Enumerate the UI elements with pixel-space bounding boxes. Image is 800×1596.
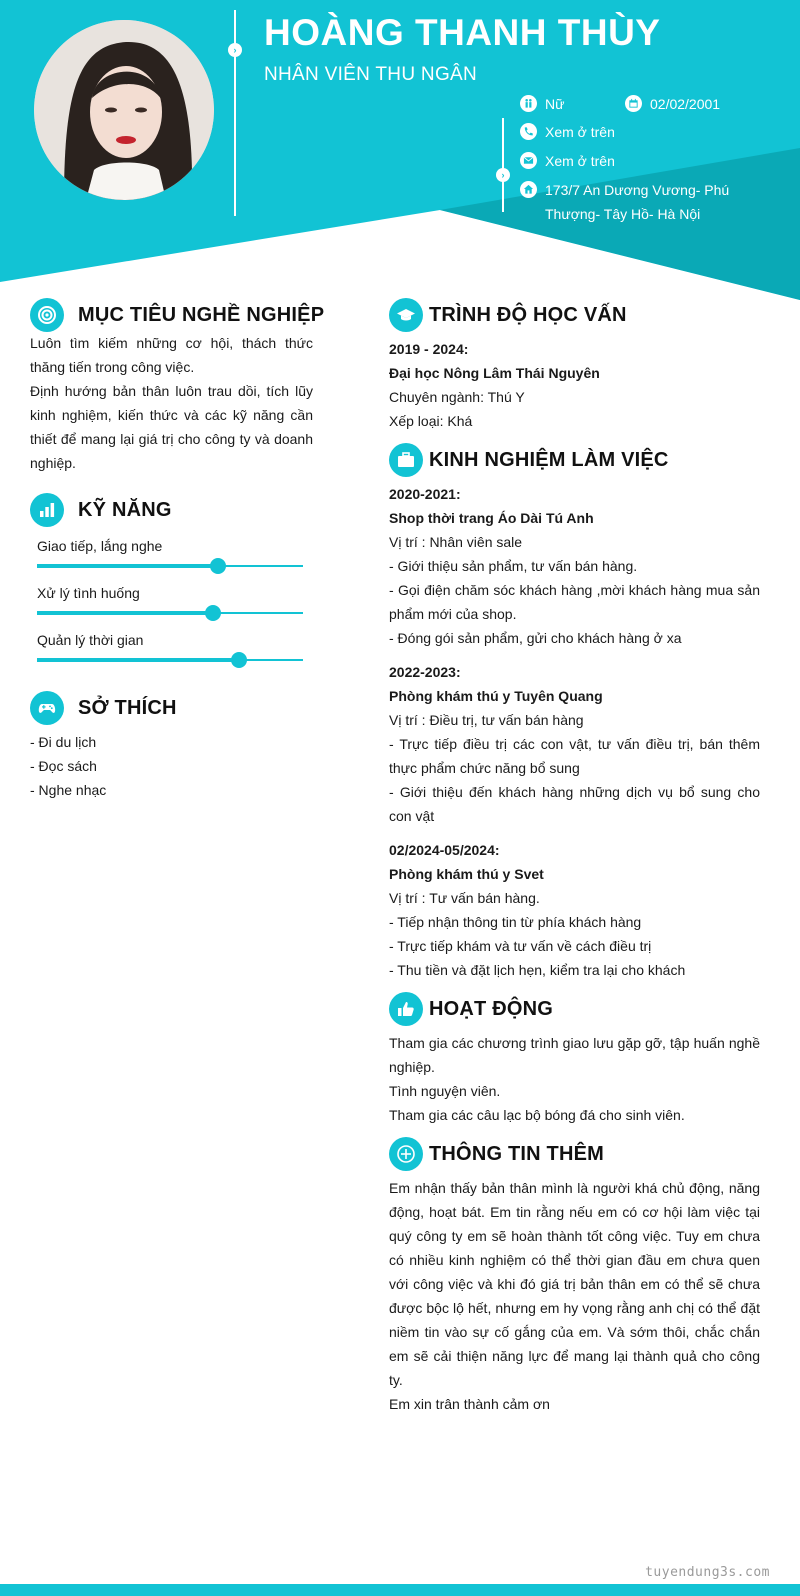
- address-line-2: Thượng- Tây Hồ- Hà Nội: [545, 206, 701, 222]
- list-item: - Nghe nhạc: [30, 782, 107, 798]
- additional-title: THÔNG TIN THÊM: [429, 1142, 605, 1165]
- target-icon: [30, 298, 64, 332]
- hobbies-list: [30, 730, 313, 802]
- skill-bar: [37, 612, 303, 614]
- contact-email: [520, 149, 615, 173]
- bar-chart-icon: [30, 493, 64, 527]
- list-item: - Đi du lịch: [30, 734, 97, 750]
- skill-label: Xử lý tình huống: [37, 585, 140, 601]
- job-company: Phòng khám thú y Svet: [389, 866, 544, 882]
- skill-level-knob: [205, 605, 221, 621]
- skill-label: Quản lý thời gian: [37, 632, 144, 648]
- job-period: 02/2024-05/2024:: [389, 842, 500, 858]
- skill-fill: [37, 658, 239, 662]
- job-duty: - Trực tiếp khám và tư vấn về cách điều trị: [389, 938, 652, 954]
- hobbies-title: SỞ THÍCH: [78, 696, 177, 719]
- skill-bar: [37, 659, 303, 661]
- activities-body: [389, 1031, 760, 1127]
- skill-label: Giao tiếp, lắng nghe: [37, 538, 163, 554]
- job-company: Phòng khám thú y Tuyên Quang: [389, 688, 603, 704]
- activities-title: HOẠT ĐỘNG: [429, 997, 554, 1020]
- email-value: Xem ở trên: [545, 153, 615, 169]
- plus-circle-icon: [389, 1137, 423, 1171]
- watermark: tuyendung3s.com: [645, 1565, 770, 1580]
- skill-level-knob: [231, 652, 247, 668]
- job-period: 2022-2023:: [389, 664, 461, 680]
- experience-heading: [389, 443, 669, 477]
- education-major: Chuyên ngành: Thú Y: [389, 389, 525, 405]
- candidate-name: HOÀNG THANH THÙY: [264, 12, 661, 53]
- experience-job: [389, 482, 760, 650]
- graduation-cap-icon: [389, 298, 423, 332]
- contact-divider: [502, 118, 504, 212]
- experience-job: [389, 660, 760, 828]
- skill-bar: [37, 565, 303, 567]
- job-period: 2020-2021:: [389, 486, 461, 502]
- profile-photo: [34, 20, 214, 200]
- job-company: Shop thời trang Áo Dài Tú Anh: [389, 510, 594, 526]
- gender-icon: [520, 95, 537, 112]
- list-item: - Đọc sách: [30, 758, 97, 774]
- job-duty: - Gọi điện chăm sóc khách hàng ,mời khách hàng mua sản phẩm mới của shop.: [389, 582, 760, 622]
- education-period: 2019 - 2024:: [389, 341, 469, 357]
- hobbies-heading: [30, 691, 177, 725]
- thumbs-up-icon: [389, 992, 423, 1026]
- gender-value: Nữ: [545, 96, 565, 112]
- education-heading: [389, 298, 627, 332]
- gamepad-icon: [30, 691, 64, 725]
- experience-job: [389, 838, 760, 982]
- objective-body: [30, 331, 313, 475]
- cv-header: [0, 0, 800, 300]
- phone-value: Xem ở trên: [545, 124, 615, 140]
- job-position: Vị trí : Điều trị, tư vấn bán hàng: [389, 712, 584, 728]
- address-line-1: 173/7 An Dương Vương- Phú: [545, 182, 730, 198]
- job-duty: - Đóng gói sản phẩm, gửi cho khách hàng ở xa: [389, 630, 682, 646]
- address-value: [545, 178, 729, 226]
- objective-title: MỤC TIÊU NGHỀ NGHIỆP: [78, 303, 325, 326]
- education-title: TRÌNH ĐỘ HỌC VẤN: [429, 303, 627, 326]
- objective-heading: [30, 298, 324, 332]
- chevron-right-icon: ›: [496, 168, 510, 182]
- job-duty: - Thu tiền và đặt lịch hẹn, kiểm tra lại cho khách: [389, 962, 686, 978]
- job-duty: - Giới thiệu đến khách hàng những dịch vụ bổ sung cho con vật: [389, 784, 760, 824]
- contact-birthday: [625, 92, 720, 116]
- footer-bar: [0, 1584, 800, 1596]
- calendar-icon: [625, 95, 642, 112]
- home-icon: [520, 181, 537, 198]
- skill-fill: [37, 611, 213, 615]
- education-school: Đại học Nông Lâm Thái Nguyên: [389, 365, 600, 381]
- job-duty: - Tiếp nhận thông tin từ phía khách hàng: [389, 914, 642, 930]
- skill-fill: [37, 564, 218, 568]
- job-position: Vị trí : Nhân viên sale: [389, 534, 523, 550]
- chevron-right-icon: ›: [228, 43, 242, 57]
- phone-icon: [520, 123, 537, 140]
- objective-para-1: Luôn tìm kiếm những cơ hội, thách thức thăng tiến trong công việc.: [30, 335, 313, 375]
- job-title: NHÂN VIÊN THU NGÂN: [264, 64, 478, 85]
- education-grade: Xếp loại: Khá: [389, 413, 473, 429]
- activities-heading: [389, 992, 553, 1026]
- contact-phone: [520, 120, 615, 144]
- activity-line: Tham gia các câu lạc bộ bóng đá cho sinh viên.: [389, 1107, 685, 1123]
- additional-heading: [389, 1137, 604, 1171]
- avatar: [34, 20, 214, 200]
- email-icon: [520, 152, 537, 169]
- additional-closing: Em xin trân thành cảm ơn: [389, 1396, 550, 1412]
- job-duty: - Trực tiếp điều trị các con vật, tư vấn điều trị, bán thêm thực phẩm chức năng bổ sung: [389, 736, 760, 776]
- job-position: Vị trí : Tư vấn bán hàng.: [389, 890, 540, 906]
- contact-gender: [520, 92, 564, 116]
- objective-para-2: Định hướng bản thân luôn trau dồi, tích lũy kinh nghiệm, kiến thức và các kỹ năng cần thiết để mang lại giá trị cho công ty và doanh nghiệp.: [30, 383, 313, 471]
- activity-line: Tình nguyện viên.: [389, 1083, 501, 1099]
- additional-paragraph: Em nhận thấy bản thân mình là người khá chủ động, năng động, hoạt bát. Em tin rằng nếu em có cơ hội làm việc tại quý công ty em sẽ hoàn thành tốt công việc. Tuy em chưa có nhiều kinh nghiệm có thể thời gian đầu em chưa quen với công việc và khi đó giá trị bản thân em có thể sẽ chưa được bộc lộ hết, nhưng em hy vọng rằng anh chị có thể đặt niềm tin vào sự cố gắng của em. Và sớm thôi, chắc chắn em sẽ cải thiện năng lực để mang lại thành quả cho công ty.: [389, 1180, 760, 1388]
- header-divider: [234, 10, 236, 216]
- job-duty: - Giới thiệu sản phẩm, tư vấn bán hàng.: [389, 558, 638, 574]
- experience-title: KINH NGHIỆM LÀM VIỆC: [429, 448, 669, 471]
- birthday-value: 02/02/2001: [650, 96, 721, 112]
- contact-address: [520, 178, 760, 226]
- skills-heading: [30, 493, 172, 527]
- skill-level-knob: [210, 558, 226, 574]
- skills-title: KỸ NĂNG: [78, 498, 172, 521]
- briefcase-icon: [389, 443, 423, 477]
- activity-line: Tham gia các chương trình giao lưu gặp gỡ, tập huấn nghề nghiệp.: [389, 1035, 760, 1075]
- additional-body: [389, 1176, 760, 1416]
- education-body: [389, 337, 760, 433]
